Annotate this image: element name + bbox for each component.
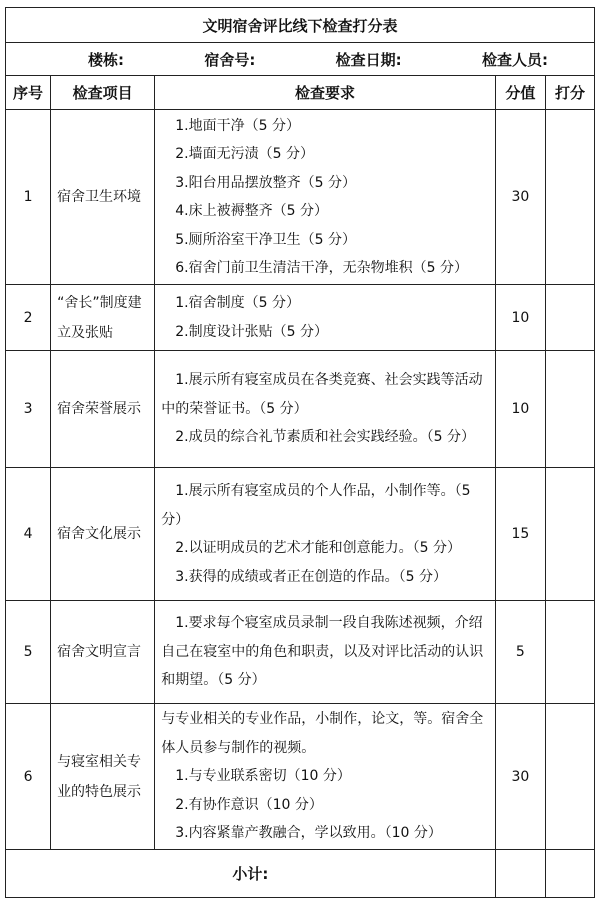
subtotal-label: 小计:	[6, 850, 496, 898]
row-score: 30	[495, 110, 545, 285]
row-mark-cell[interactable]	[545, 704, 594, 850]
requirement-line: 1.与专业联系密切（10 分）	[175, 768, 351, 785]
row-no: 6	[6, 704, 51, 850]
header-row	[6, 76, 595, 110]
row-requirement	[155, 110, 496, 285]
requirement-line: 2.墙面无污渍（5 分）	[175, 146, 314, 162]
row-mark-cell[interactable]	[545, 601, 594, 704]
row-item: 与寝室相关专业的特色展示	[51, 704, 155, 850]
requirement-line: 6.宿舍门前卫生清洁干净，无杂物堆积（5 分）	[175, 260, 468, 276]
requirement-intro: 与专业相关的专业作品，小制作，论文，等。宿舍全体人员参与制作的视频。	[161, 711, 484, 756]
room-label: 宿舍号:	[204, 50, 256, 69]
row-no: 4	[6, 468, 51, 601]
row-mark-cell[interactable]	[545, 351, 594, 468]
table-row	[6, 468, 595, 601]
table-row	[6, 285, 595, 351]
row-score: 30	[495, 704, 545, 850]
requirement-line: 2.有协作意识（10 分）	[175, 796, 323, 813]
row-score: 5	[495, 601, 545, 704]
subtotal-score-cell	[495, 850, 545, 898]
header-item: 检查项目	[51, 76, 155, 110]
row-requirement	[155, 351, 496, 468]
requirement-line: 1.地面干净（5 分）	[175, 117, 300, 134]
row-item: 宿舍荣誉展示	[51, 351, 155, 468]
requirement-line: 1.展示所有寝室成员的个人作品，小制作等。（5 分）	[161, 483, 471, 528]
requirement-line: 3.获得的成绩或者正在创造的作品。（5 分）	[175, 568, 447, 585]
info-row	[6, 43, 595, 76]
row-requirement	[155, 468, 496, 601]
date-label: 检查日期:	[335, 50, 402, 69]
subtotal-row	[6, 850, 595, 898]
requirement-line: 1.展示所有寝室成员在各类竞赛、社会实践等活动中的荣誉证书。（5 分）	[161, 372, 483, 417]
requirement-line: 1.要求每个寝室成员录制一段自我陈述视频，介绍自己在寝室中的角色和职责，以及对评比活动的认识和期望。（5 分）	[161, 615, 484, 689]
row-requirement	[155, 704, 496, 850]
sheet-title: 文明宿舍评比线下检查打分表	[6, 8, 595, 43]
row-no: 5	[6, 601, 51, 704]
row-score: 15	[495, 468, 545, 601]
header-no: 序号	[6, 76, 51, 110]
row-score: 10	[495, 351, 545, 468]
requirement-line: 4.床上被褥整齐（5 分）	[175, 203, 328, 219]
row-requirement	[155, 285, 496, 351]
requirement-line: 3.阳台用品摆放整齐（5 分）	[175, 174, 356, 191]
row-item: 宿舍文化展示	[51, 468, 155, 601]
requirement-line: 2.成员的综合礼节素质和社会实践经验。（5 分）	[175, 429, 475, 446]
building-label: 楼栋:	[88, 50, 124, 69]
requirement-line: 5.厕所浴室干净卫生（5 分）	[175, 231, 356, 248]
row-no: 3	[6, 351, 51, 468]
requirement-line: 2.制度设计张贴（5 分）	[175, 323, 328, 340]
row-item: 宿舍卫生环境	[51, 110, 155, 285]
row-requirement	[155, 601, 496, 704]
row-no: 1	[6, 110, 51, 285]
header-mark: 打分	[545, 76, 594, 110]
header-score: 分值	[495, 76, 545, 110]
table-row	[6, 704, 595, 850]
requirement-line: 3.内容紧靠产教融合，学以致用。（10 分）	[175, 825, 442, 842]
row-no: 2	[6, 285, 51, 351]
row-mark-cell[interactable]	[545, 468, 594, 601]
inspector-label: 检查人员:	[481, 50, 548, 69]
header-requirement: 检查要求	[155, 76, 496, 110]
row-mark-cell[interactable]	[545, 110, 594, 285]
table-row	[6, 601, 595, 704]
score-sheet	[5, 7, 595, 898]
row-item: “舍长”制度建立及张贴	[51, 285, 155, 351]
requirement-line: 2.以证明成员的艺术才能和创意能力。（5 分）	[175, 540, 461, 556]
table-row	[6, 351, 595, 468]
row-item: 宿舍文明宣言	[51, 601, 155, 704]
row-mark-cell[interactable]	[545, 285, 594, 351]
subtotal-mark-cell[interactable]	[545, 850, 594, 898]
requirement-line: 1.宿舍制度（5 分）	[175, 295, 300, 311]
row-score: 10	[495, 285, 545, 351]
table-row	[6, 110, 595, 285]
score-table	[5, 7, 595, 898]
